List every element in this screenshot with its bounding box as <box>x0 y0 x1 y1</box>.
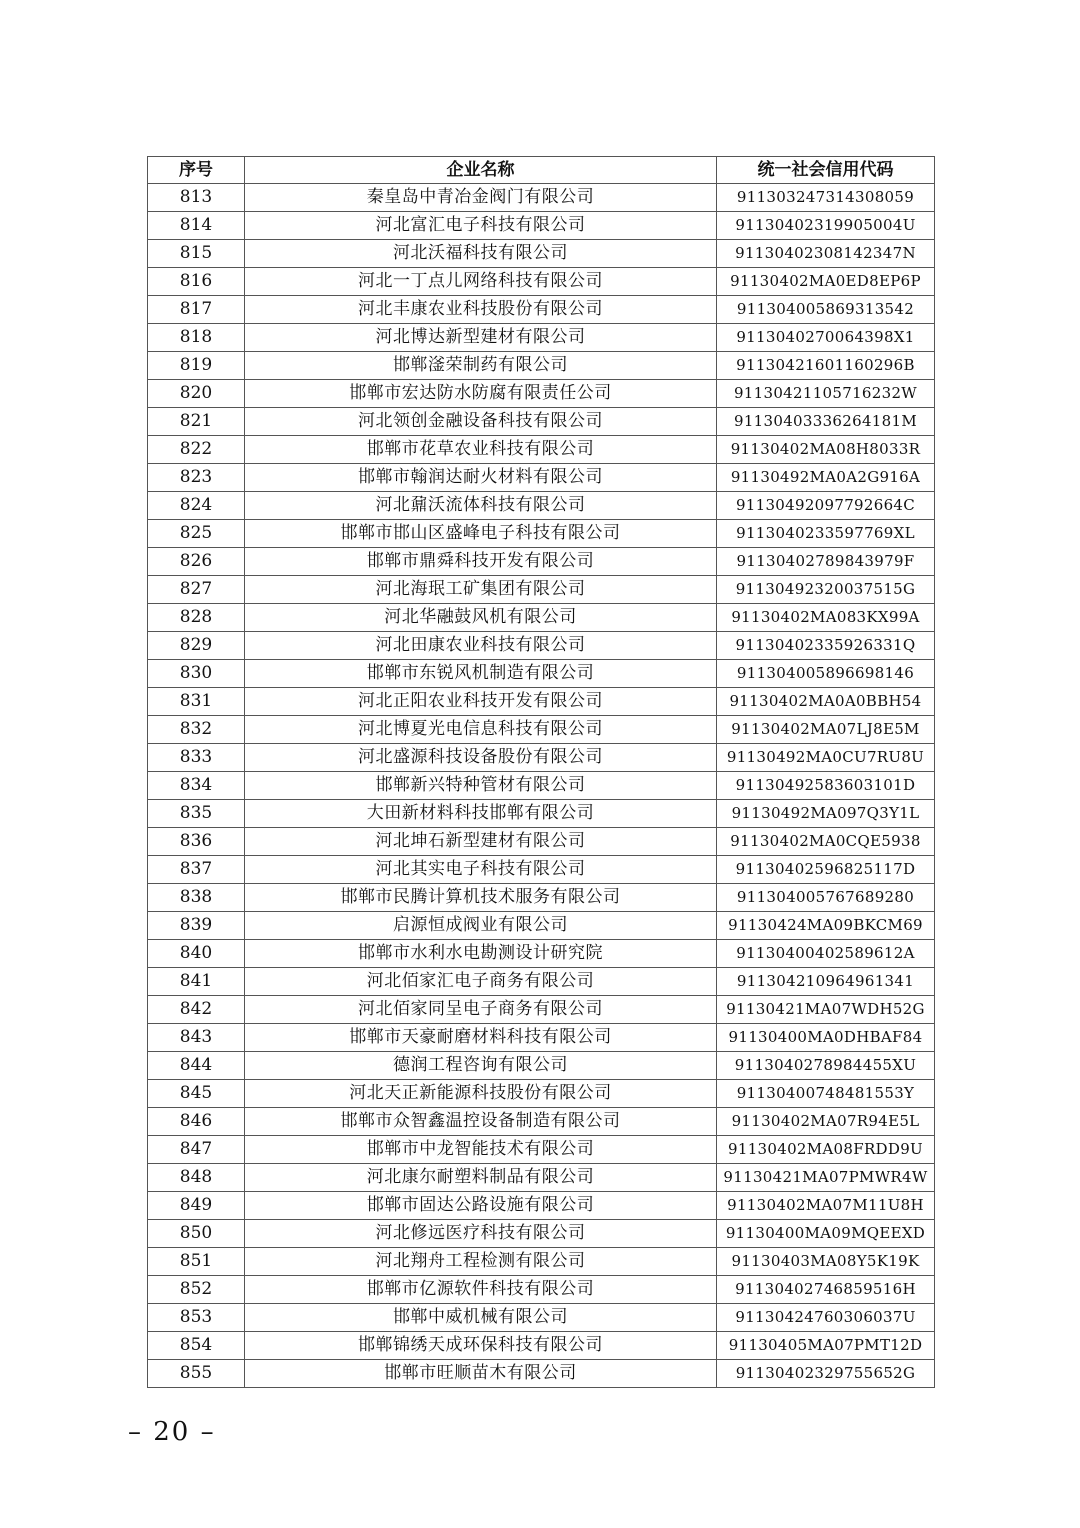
company-name-cell: 河北博夏光电信息科技有限公司 <box>245 716 717 744</box>
credit-code-cell: 91130492320037515G <box>717 576 935 604</box>
table-row <box>148 464 935 492</box>
company-name-cell: 河北天正新能源科技股份有限公司 <box>245 1080 717 1108</box>
table-row <box>148 408 935 436</box>
company-name-cell: 河北海珉工矿集团有限公司 <box>245 576 717 604</box>
credit-code-cell: 91130403MA08Y5K19K <box>717 1248 935 1276</box>
credit-code-cell: 91130402308142347N <box>717 240 935 268</box>
company-name-cell: 河北一丁点儿网络科技有限公司 <box>245 268 717 296</box>
credit-code-cell: 91130402329755652G <box>717 1360 935 1388</box>
credit-code-cell: 91130424MA09BKCM69 <box>717 912 935 940</box>
company-name-cell: 河北翔舟工程检测有限公司 <box>245 1248 717 1276</box>
credit-code-cell: 9113040278984455XU <box>717 1052 935 1080</box>
serial-number-cell: 851 <box>148 1248 245 1276</box>
credit-code-cell: 91130492MA0A2G916A <box>717 464 935 492</box>
company-name-cell: 河北佰家汇电子商务有限公司 <box>245 968 717 996</box>
company-name-cell: 河北丰康农业科技股份有限公司 <box>245 296 717 324</box>
table-row <box>148 1136 935 1164</box>
header-row <box>148 157 935 184</box>
company-name-cell: 邯郸新兴特种管材有限公司 <box>245 772 717 800</box>
credit-code-cell: 91130402MA08H8033R <box>717 436 935 464</box>
table-row <box>148 716 935 744</box>
table-row <box>148 1108 935 1136</box>
company-name-cell: 邯郸市鼎舜科技开发有限公司 <box>245 548 717 576</box>
serial-number-cell: 817 <box>148 296 245 324</box>
credit-code-cell: 91130402MA0ED8EP6P <box>717 268 935 296</box>
company-name-cell: 邯郸市众智鑫温控设备制造有限公司 <box>245 1108 717 1136</box>
credit-code-cell: 91130402MA07LJ8E5M <box>717 716 935 744</box>
credit-code-cell: 91130402MA0A0BBH54 <box>717 688 935 716</box>
credit-code-cell: 911304210964961341 <box>717 968 935 996</box>
table-row <box>148 548 935 576</box>
page-number: – 20 – <box>128 1417 216 1447</box>
table-row <box>148 1164 935 1192</box>
serial-number-cell: 841 <box>148 968 245 996</box>
company-name-cell: 河北佰家同呈电子商务有限公司 <box>245 996 717 1024</box>
serial-number-cell: 835 <box>148 800 245 828</box>
enterprise-table <box>147 156 935 1388</box>
header-company-name: 企业名称 <box>245 157 717 184</box>
serial-number-cell: 824 <box>148 492 245 520</box>
table-row <box>148 744 935 772</box>
serial-number-cell: 832 <box>148 716 245 744</box>
credit-code-cell: 911304005767689280 <box>717 884 935 912</box>
credit-code-cell: 91130424760306037U <box>717 1304 935 1332</box>
serial-number-cell: 853 <box>148 1304 245 1332</box>
company-name-cell: 河北其实电子科技有限公司 <box>245 856 717 884</box>
company-name-cell: 河北康尔耐塑料制品有限公司 <box>245 1164 717 1192</box>
serial-number-cell: 839 <box>148 912 245 940</box>
company-name-cell: 河北田康农业科技有限公司 <box>245 632 717 660</box>
company-name-cell: 秦皇岛中青冶金阀门有限公司 <box>245 184 717 212</box>
credit-code-cell: 91130400402589612A <box>717 940 935 968</box>
table-row <box>148 688 935 716</box>
serial-number-cell: 847 <box>148 1136 245 1164</box>
table-row <box>148 632 935 660</box>
serial-number-cell: 813 <box>148 184 245 212</box>
table-row <box>148 1304 935 1332</box>
company-name-cell: 德润工程咨询有限公司 <box>245 1052 717 1080</box>
table-row <box>148 352 935 380</box>
credit-code-cell: 91130492097792664C <box>717 492 935 520</box>
table-row <box>148 184 935 212</box>
company-name-cell: 河北富汇电子科技有限公司 <box>245 212 717 240</box>
credit-code-cell: 91130421105716232W <box>717 380 935 408</box>
table-row <box>148 996 935 1024</box>
serial-number-cell: 855 <box>148 1360 245 1388</box>
company-name-cell: 邯郸市翰润达耐火材料有限公司 <box>245 464 717 492</box>
credit-code-cell: 91130402596825117D <box>717 856 935 884</box>
credit-code-cell: 91130492MA097Q3Y1L <box>717 800 935 828</box>
serial-number-cell: 815 <box>148 240 245 268</box>
table-header <box>148 157 935 184</box>
table-row <box>148 324 935 352</box>
serial-number-cell: 854 <box>148 1332 245 1360</box>
company-name-cell: 邯郸滏荣制药有限公司 <box>245 352 717 380</box>
table-row <box>148 296 935 324</box>
credit-code-cell: 91130405MA07PMT12D <box>717 1332 935 1360</box>
credit-code-cell: 91130492MA0CU7RU8U <box>717 744 935 772</box>
table-row <box>148 660 935 688</box>
company-name-cell: 邯郸市邯山区盛峰电子科技有限公司 <box>245 520 717 548</box>
table-row <box>148 1360 935 1388</box>
table-row <box>148 520 935 548</box>
company-name-cell: 邯郸市亿源软件科技有限公司 <box>245 1276 717 1304</box>
company-name-cell: 河北鼐沃流体科技有限公司 <box>245 492 717 520</box>
credit-code-cell: 911304005869313542 <box>717 296 935 324</box>
table-row <box>148 912 935 940</box>
credit-code-cell: 91130421601160296B <box>717 352 935 380</box>
serial-number-cell: 827 <box>148 576 245 604</box>
serial-number-cell: 833 <box>148 744 245 772</box>
company-name-cell: 河北盛源科技设备股份有限公司 <box>245 744 717 772</box>
credit-code-cell: 911303247314308059 <box>717 184 935 212</box>
credit-code-cell: 91130402MA08FRDD9U <box>717 1136 935 1164</box>
table-row <box>148 772 935 800</box>
company-name-cell: 河北华融鼓风机有限公司 <box>245 604 717 632</box>
header-serial-number: 序号 <box>148 157 245 184</box>
serial-number-cell: 837 <box>148 856 245 884</box>
serial-number-cell: 845 <box>148 1080 245 1108</box>
table-row <box>148 212 935 240</box>
credit-code-cell: 91130400748481553Y <box>717 1080 935 1108</box>
company-name-cell: 邯郸市水利水电勘测设计研究院 <box>245 940 717 968</box>
table-row <box>148 968 935 996</box>
company-name-cell: 河北正阳农业科技开发有限公司 <box>245 688 717 716</box>
serial-number-cell: 852 <box>148 1276 245 1304</box>
serial-number-cell: 840 <box>148 940 245 968</box>
company-name-cell: 邯郸市中龙智能技术有限公司 <box>245 1136 717 1164</box>
table-row <box>148 380 935 408</box>
serial-number-cell: 829 <box>148 632 245 660</box>
company-name-cell: 河北沃福科技有限公司 <box>245 240 717 268</box>
serial-number-cell: 821 <box>148 408 245 436</box>
table-row <box>148 576 935 604</box>
serial-number-cell: 848 <box>148 1164 245 1192</box>
table-row <box>148 828 935 856</box>
serial-number-cell: 828 <box>148 604 245 632</box>
serial-number-cell: 826 <box>148 548 245 576</box>
table-row <box>148 1220 935 1248</box>
serial-number-cell: 819 <box>148 352 245 380</box>
table-row <box>148 884 935 912</box>
table-row <box>148 268 935 296</box>
company-name-cell: 邯郸市天豪耐磨材料科技有限公司 <box>245 1024 717 1052</box>
company-name-cell: 邯郸市民腾计算机技术服务有限公司 <box>245 884 717 912</box>
table-row <box>148 1332 935 1360</box>
company-name-cell: 邯郸市花草农业科技有限公司 <box>245 436 717 464</box>
company-name-cell: 大田新材料科技邯郸有限公司 <box>245 800 717 828</box>
serial-number-cell: 816 <box>148 268 245 296</box>
table-row <box>148 800 935 828</box>
table-row <box>148 604 935 632</box>
table-body <box>148 184 935 1388</box>
serial-number-cell: 825 <box>148 520 245 548</box>
company-name-cell: 邯郸锦绣天成环保科技有限公司 <box>245 1332 717 1360</box>
company-name-cell: 邯郸市旺顺苗木有限公司 <box>245 1360 717 1388</box>
credit-code-cell: 91130421MA07PMWR4W <box>717 1164 935 1192</box>
credit-code-cell: 91130402789843979F <box>717 548 935 576</box>
serial-number-cell: 831 <box>148 688 245 716</box>
table-row <box>148 436 935 464</box>
company-name-cell: 邯郸市宏达防水防腐有限责任公司 <box>245 380 717 408</box>
credit-code-cell: 91130402MA07M11U8H <box>717 1192 935 1220</box>
table-row <box>148 1192 935 1220</box>
table-row <box>148 940 935 968</box>
credit-code-cell: 91130400MA0DHBAF84 <box>717 1024 935 1052</box>
serial-number-cell: 838 <box>148 884 245 912</box>
company-name-cell: 启源恒成阀业有限公司 <box>245 912 717 940</box>
credit-code-cell: 91130402MA0CQE5938 <box>717 828 935 856</box>
header-credit-code: 统一社会信用代码 <box>717 157 935 184</box>
credit-code-cell: 91130402319905004U <box>717 212 935 240</box>
company-name-cell: 河北坤石新型建材有限公司 <box>245 828 717 856</box>
serial-number-cell: 843 <box>148 1024 245 1052</box>
credit-code-cell: 91130402335926331Q <box>717 632 935 660</box>
serial-number-cell: 834 <box>148 772 245 800</box>
company-name-cell: 邯郸市东锐风机制造有限公司 <box>245 660 717 688</box>
credit-code-cell: 91130402746859516H <box>717 1276 935 1304</box>
company-name-cell: 邯郸市固达公路设施有限公司 <box>245 1192 717 1220</box>
credit-code-cell: 91130402MA07R94E5L <box>717 1108 935 1136</box>
serial-number-cell: 823 <box>148 464 245 492</box>
company-name-cell: 邯郸中威机械有限公司 <box>245 1304 717 1332</box>
serial-number-cell: 849 <box>148 1192 245 1220</box>
table-row <box>148 1080 935 1108</box>
serial-number-cell: 830 <box>148 660 245 688</box>
credit-code-cell: 91130402MA083KX99A <box>717 604 935 632</box>
serial-number-cell: 820 <box>148 380 245 408</box>
credit-code-cell: 91130400MA09MQEEXD <box>717 1220 935 1248</box>
credit-code-cell: 91130421MA07WDH52G <box>717 996 935 1024</box>
serial-number-cell: 836 <box>148 828 245 856</box>
table-row <box>148 1024 935 1052</box>
table-row <box>148 1276 935 1304</box>
serial-number-cell: 822 <box>148 436 245 464</box>
serial-number-cell: 842 <box>148 996 245 1024</box>
serial-number-cell: 846 <box>148 1108 245 1136</box>
table-row <box>148 856 935 884</box>
company-name-cell: 河北领创金融设备科技有限公司 <box>245 408 717 436</box>
table-row <box>148 492 935 520</box>
serial-number-cell: 844 <box>148 1052 245 1080</box>
table-row <box>148 240 935 268</box>
table-row <box>148 1052 935 1080</box>
serial-number-cell: 850 <box>148 1220 245 1248</box>
company-name-cell: 河北博达新型建材有限公司 <box>245 324 717 352</box>
company-name-cell: 河北修远医疗科技有限公司 <box>245 1220 717 1248</box>
serial-number-cell: 818 <box>148 324 245 352</box>
credit-code-cell: 911304005896698146 <box>717 660 935 688</box>
credit-code-cell: 91130403336264181M <box>717 408 935 436</box>
credit-code-cell: 9113049258360310​1D <box>717 772 935 800</box>
table-row <box>148 1248 935 1276</box>
serial-number-cell: 814 <box>148 212 245 240</box>
credit-code-cell: 9113040233597769XL <box>717 520 935 548</box>
credit-code-cell: 9113040270064398X1 <box>717 324 935 352</box>
